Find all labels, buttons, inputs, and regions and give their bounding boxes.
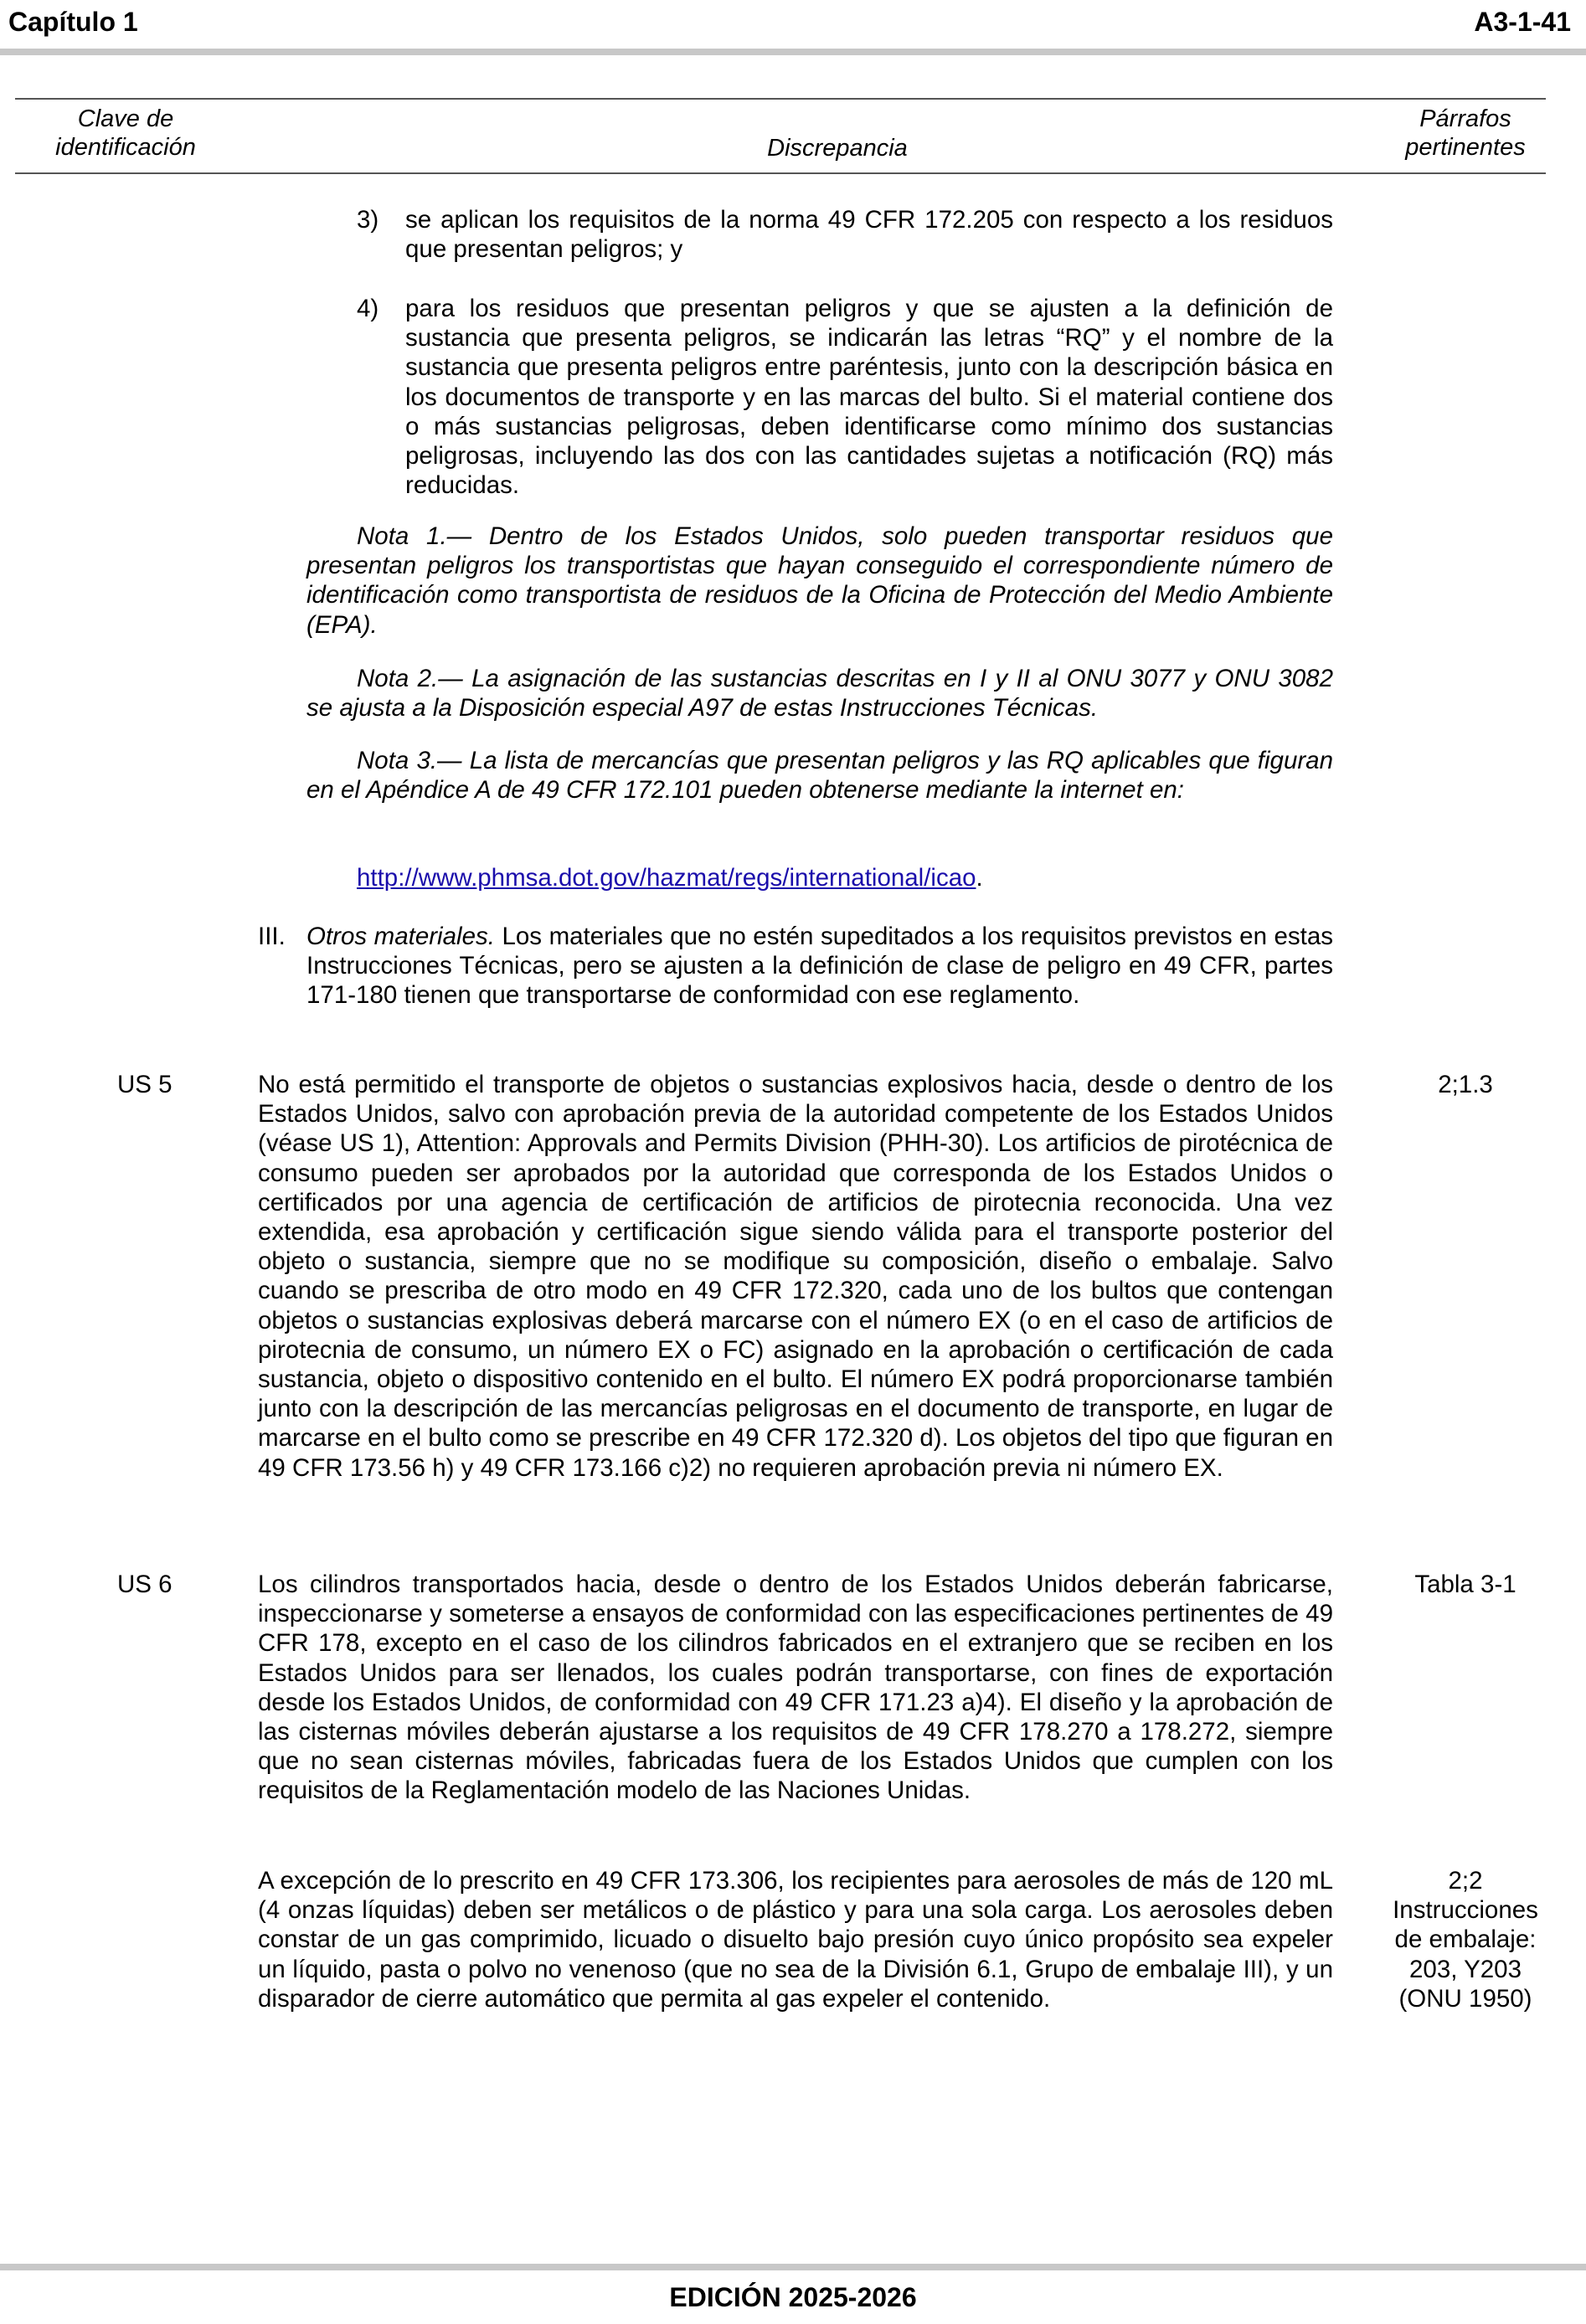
header-rule: [0, 49, 1586, 55]
ref-line: 203, Y203: [1409, 1955, 1522, 1983]
list-item-4-text: para los residuos que presentan peligros y que se ajusten a la definición de sustancia que presenta peligros, se indicarán las letras “RQ” y el nombre de la sustancia que presenta peligros entre paréntesis, junto con la descripción básica en los documentos de transporte y en las marcas del bulto. Si el material contiene dos o más sustancias peligrosas, deben identificarse como mínimo dos sustancias peligrosas, incluyendo las dos con las cantidades sujetas a notificación (RQ) más reducidas.: [405, 295, 1333, 500]
note-2: [306, 664, 1333, 722]
row-text-us5: No está permitido el transporte de objetos o sustancias explosivos hacia, desde o dentro de los Estados Unidos, salvo con aprobación previa de la autoridad competente de los Estados Unidos (véase US 1), Attention: Approvals and Permits Division (PHH-30). Los artificios de pirotécnica de consumo pueden ser aprobados por la autoridad que corresponda de los Estados Unidos o certificados por una agencia de certificación de artificios de pirotecnia reconocida. Una vez extendida, esa aprobación y certificación sigue siendo válida para el transporte posterior del objeto o sustancia, siempre que no se modifique su composición, diseño o embalaje. Salvo cuando se prescriba de otro modo en 49 CFR 172.320, cada uno de los bultos que contengan objetos o sustancias explosivas deberá marcarse con el número EX (o en el caso de artificios de pirotecnia de consumo, un número EX o FC) asignado en la aprobación o certificación de cada sustancia, objeto o dispositivo contenido en el bulto. El número EX podrá proporcionarse también junto con la descripción de las mercancías peligrosas en el documento de transporte, en lugar de marcarse en el bulto como se prescribe en 49 CFR 172.320 d). Los objetos del tipo que figuran en 49 CFR 173.56 h) y 49 CFR 173.166 c)2) no requieren aprobación previa ni número EX.: [258, 1071, 1333, 1482]
note-1-text: Dentro de los Estados Unidos, solo pueden transportar residuos que presentan peligros los transportistas que hayan conseguido el correspondiente número de identificación como transportista de residuos de la Oficina de Protección del Medio Ambiente (EPA).: [306, 522, 1333, 639]
page-number: A3-1-41: [1474, 7, 1571, 37]
table-header-top-line: [15, 98, 1546, 100]
note-1-label: Nota 1.—: [357, 522, 472, 550]
column-header-discrepancy: Discrepancia: [767, 135, 908, 162]
hazmat-url-link[interactable]: http://www.phmsa.dot.gov/hazmat/regs/international/icao: [357, 864, 976, 892]
section-iii: [258, 922, 1334, 1010]
note-1: [306, 522, 1333, 640]
column-header-paragraphs: [1373, 105, 1558, 162]
ref-line: 2;2: [1448, 1867, 1483, 1895]
url-line: [357, 863, 1333, 892]
row-ref-us6: Tabla 3-1: [1414, 1571, 1516, 1598]
chapter-title: Capítulo 1: [8, 7, 138, 37]
page-header: [8, 3, 1578, 40]
edition-footer: EDICIÓN 2025-2026: [669, 2282, 917, 2312]
row-key-us6: US 6: [117, 1571, 173, 1598]
section-iii-number: III.: [258, 923, 286, 950]
row-text-us6: Los cilindros transportados hacia, desde o dentro de los Estados Unidos deberán fabricarse, inspeccionarse y someterse a ensayos de conformidad con las especificaciones pertinentes de 49 CFR 178, excepto en el caso de los cilindros fabricados en el extranjero que se reciben en los Estados Unidos para ser llenados, los cuales podrán transportarse, con fines de exportación desde los Estados Unidos, de conformidad con 49 CFR 171.23 a)4). El diseño y la aprobación de las cisternas móviles deberán ajustarse a los requisitos de 49 CFR 178.270 a 178.272, siempre que no sean cisternas móviles, fabricadas fuera de los Estados Unidos que cumplen con los requisitos de la Reglamentación modelo de las Naciones Unidas.: [258, 1571, 1333, 1805]
list-item-3: [357, 205, 1333, 264]
note-2-label: Nota 2.—: [357, 665, 463, 692]
row-text-us6-aerosols: A excepción de lo prescrito en 49 CFR 173.306, los recipientes para aerosoles de más de 120 mL (4 onzas líquidas) deben ser metálicos o de plástico y para una sola carga. Los aerosoles deben constar de un gas comprimido, licuado o disuelto bajo presión cuyo único propósito sea expeler un líquido, pasta o polvo no venenoso (que no sea de la División 6.1, Grupo de embalaje III), y un disparador de cierre automático que permita al gas expeler el contenido.: [258, 1867, 1333, 2013]
table-header-bottom-line: [15, 172, 1546, 174]
column-header-paragraphs-line2: pertinentes: [1405, 134, 1526, 161]
ref-line: de embalaje:: [1394, 1926, 1537, 1954]
section-iii-text: Los materiales que no estén supeditados a los requisitos previstos en estas Instrucciones Técnicas, pero se ajusten a la definición de clase de peligro en 49 CFR, partes 171-180 tienen que transportarse de conformidad con ese reglamento.: [306, 923, 1334, 1010]
footer-rule: [0, 2264, 1586, 2270]
row-ref-us5: 2;1.3: [1438, 1071, 1493, 1098]
list-item-4-number: 4): [357, 295, 379, 322]
ref-line: (ONU 1950): [1398, 1984, 1532, 2013]
section-iii-title: Otros materiales.: [306, 923, 495, 950]
list-item-3-number: 3): [357, 206, 379, 234]
note-2-text: La asignación de las sustancias descritas en I y II al ONU 3077 y ONU 3082 se ajusta a la Disposición especial A97 de estas Instrucciones Técnicas.: [306, 665, 1333, 722]
row-key-us5: US 5: [117, 1071, 173, 1098]
list-item-3-text: se aplican los requisitos de la norma 49 CFR 172.205 con respecto a los residuos que presentan peligros; y: [405, 206, 1333, 264]
note-3: [306, 746, 1333, 805]
list-item-4: [357, 294, 1333, 500]
column-header-key-line2: identificación: [55, 134, 196, 161]
row-ref-us6-aerosols: [1373, 1866, 1558, 2013]
ref-line: Instrucciones: [1393, 1896, 1538, 1925]
url-suffix: .: [976, 864, 983, 892]
note-3-label: Nota 3.—: [357, 747, 462, 774]
column-header-key: [33, 105, 218, 162]
column-header-key-line1: Clave de: [77, 105, 174, 132]
note-3-text: La lista de mercancías que presentan peligros y las RQ aplicables que figuran en el Apéndice A de 49 CFR 172.101 pueden obtenerse mediante la internet en:: [306, 747, 1333, 805]
column-header-paragraphs-line1: Párrafos: [1419, 105, 1511, 132]
